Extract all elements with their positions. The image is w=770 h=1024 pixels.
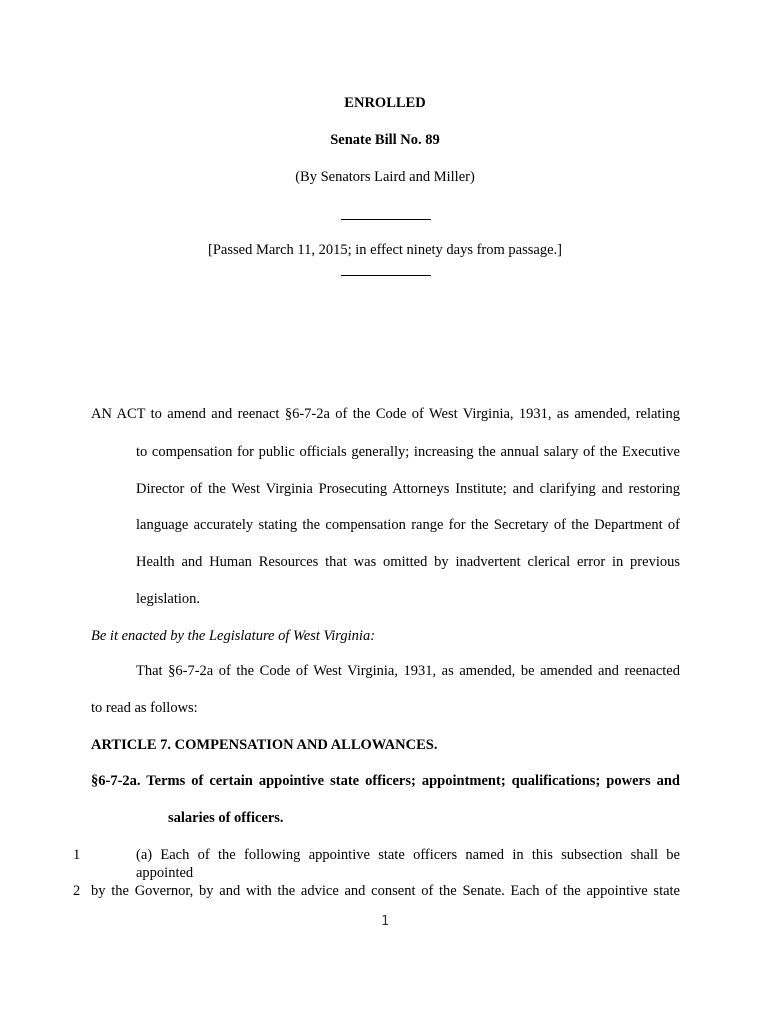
line-number: 1 xyxy=(73,847,81,863)
act-title-line-2: to compensation for public officials generally; increasing the annual salary of the Executive xyxy=(136,444,680,460)
intro-line-1: That §6-7-2a of the Code of West Virginia, 1931, as amended, be amended and reenacted xyxy=(136,663,680,679)
section-heading-line-1: §6-7-2a. Terms of certain appointive state officers; appointment; qualifications; powers and xyxy=(91,773,680,789)
body-line: by the Governor, by and with the advice and consent of the Senate. Each of the appointive state xyxy=(91,883,680,899)
section-heading-line-2: salaries of officers. xyxy=(168,810,284,826)
page-number: 1 xyxy=(381,914,389,929)
enrolled-label: ENROLLED xyxy=(344,95,426,111)
body-line: (a) Each of the following appointive state officers named in this subsection shall be appointed xyxy=(136,847,680,881)
act-title-line-4: language accurately stating the compensation range for the Secretary of the Department of xyxy=(136,517,680,533)
act-title-line-1: AN ACT to amend and reenact §6-7-2a of the Code of West Virginia, 1931, as amended, relating xyxy=(91,406,680,422)
line-number: 2 xyxy=(73,883,81,899)
bill-number: Senate Bill No. 89 xyxy=(330,132,440,148)
header-rule-top xyxy=(341,219,431,220)
passage-note: [Passed March 11, 2015; in effect ninety days from passage.] xyxy=(208,242,562,258)
intro-line-2: to read as follows: xyxy=(91,700,198,716)
article-heading: ARTICLE 7. COMPENSATION AND ALLOWANCES. xyxy=(91,737,438,753)
act-title-line-6: legislation. xyxy=(136,591,201,607)
act-title-line-5: Health and Human Resources that was omitted by inadvertent clerical error in previous xyxy=(136,554,680,570)
act-title-line-3: Director of the West Virginia Prosecuting Attorneys Institute; and clarifying and restoring xyxy=(136,481,680,497)
header-rule-bottom xyxy=(341,275,431,276)
bill-sponsors: (By Senators Laird and Miller) xyxy=(295,169,475,185)
enacting-clause: Be it enacted by the Legislature of West Virginia: xyxy=(91,628,376,644)
